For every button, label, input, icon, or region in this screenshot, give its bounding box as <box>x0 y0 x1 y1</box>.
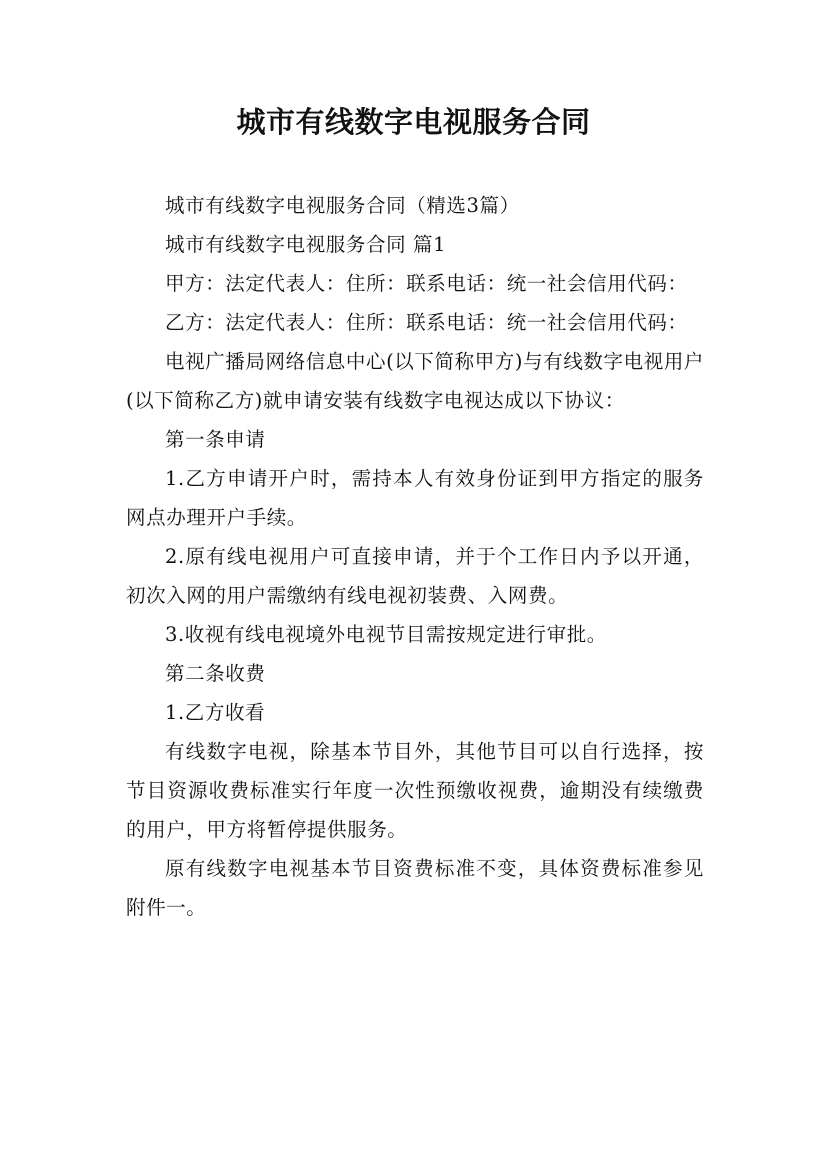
paragraph-subtitle: 城市有线数字电视服务合同（精选3篇） <box>165 194 520 217</box>
paragraph-article-1-item-1: 1.乙方申请开户时，需持本人有效身份证到甲方指定的服务网点办理开户手续。 <box>126 467 704 529</box>
document-title: 城市有线数字电视服务合同 <box>236 105 591 139</box>
paragraph-article-1-heading: 第一条申请 <box>165 428 266 451</box>
paragraph-party-b: 乙方：法定代表人：住所：联系电话：统一社会信用代码： <box>165 311 688 334</box>
document-body <box>126 186 704 927</box>
paragraph-section-heading: 城市有线数字电视服务合同 篇1 <box>165 233 447 256</box>
paragraph-preamble: 电视广播局网络信息中心(以下简称甲方)与有线数字电视用户(以下简称乙方)就申请安装有线数字电视达成以下协议： <box>126 350 705 412</box>
paragraph-article-2-heading: 第二条收费 <box>165 662 266 685</box>
paragraph-article-2-item-1: 1.乙方收看 <box>165 701 266 724</box>
paragraph-article-1-item-3: 3.收视有线电视境外电视节目需按规定进行审批。 <box>165 623 607 646</box>
paragraph-article-2-text-1: 有线数字电视，除基本节目外，其他节目可以自行选择，按节目资源收费标准实行年度一次性预缴收视费，逾期没有续缴费的用户，甲方将暂停提供服务。 <box>126 740 704 841</box>
paragraph-article-1-item-2: 2.原有线电视用户可直接申请，并于个工作日内予以开通，初次入网的用户需缴纳有线电视初装费、入网费。 <box>126 545 704 607</box>
paragraph-article-2-text-2: 原有线数字电视基本节目资费标准不变，具体资费标准参见附件一。 <box>126 857 704 919</box>
paragraph-party-a: 甲方：法定代表人：住所：联系电话：统一社会信用代码： <box>165 272 688 295</box>
